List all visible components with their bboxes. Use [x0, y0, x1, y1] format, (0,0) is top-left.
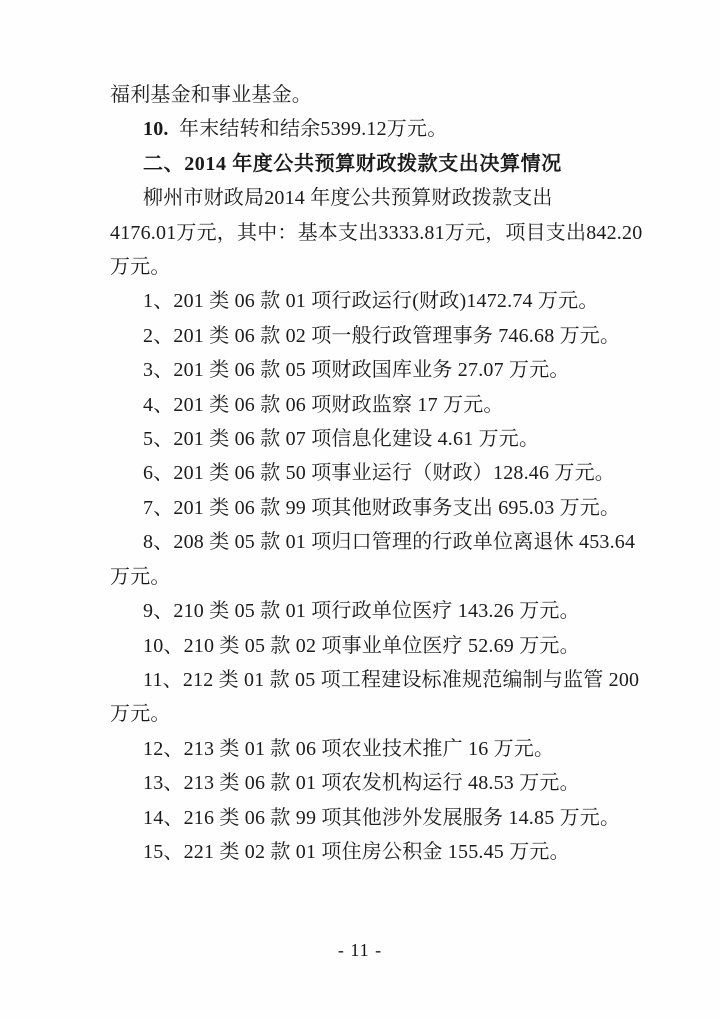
line-text: 7、201 类 06 款 99 项其他财政事务支出 695.03 万元。: [143, 496, 621, 519]
line-text: 13、213 类 06 款 01 项农发机构运行 48.53 万元。: [143, 772, 580, 795]
text-line: [143, 732, 655, 766]
text-line: [143, 525, 655, 559]
text-line: [143, 801, 655, 835]
text-line: [143, 835, 655, 869]
text-line: [143, 629, 655, 663]
text-line: [110, 250, 655, 284]
text-line: [143, 319, 655, 353]
document-body: [110, 78, 655, 869]
line-text: 二、2014 年度公共预算财政拨款支出决算情况: [143, 152, 562, 175]
line-text: 14、216 类 06 款 99 项其他涉外发展服务 14.85 万元。: [143, 806, 621, 829]
line-text: 11、212 类 01 款 05 项工程建设标准规范编制与监管 200: [143, 668, 640, 691]
text-line: [143, 594, 655, 628]
line-text: 9、210 类 05 款 01 项行政单位医疗 143.26 万元。: [143, 600, 580, 623]
line-text: 福利基金和事业基金。: [110, 84, 312, 106]
line-text: 万元。: [110, 565, 171, 588]
line-text: 15、221 类 02 款 01 项住房公积金 155.45 万元。: [143, 840, 570, 863]
text-line: [143, 491, 655, 525]
text-line: [143, 456, 655, 490]
line-text: 12、213 类 01 款 06 项农业技术推广 16 万元。: [143, 737, 555, 760]
page-number: - 11 -: [337, 940, 383, 960]
line-text: 2、201 类 06 款 02 项一般行政管理事务 746.68 万元。: [143, 324, 621, 347]
text-line: [110, 216, 655, 250]
line-text: 4、201 类 06 款 06 项财政监察 17 万元。: [143, 393, 504, 416]
line-text: 10、210 类 05 款 02 项事业单位医疗 52.69 万元。: [143, 634, 580, 657]
text-line: [143, 388, 655, 422]
line-text: 4176.01万元，其中：基本支出3333.81万元，项目支出842.20: [110, 221, 643, 244]
text-line: [143, 353, 655, 387]
line-text: 3、201 类 06 款 05 项财政国库业务 27.07 万元。: [143, 359, 570, 382]
text-line: [143, 112, 655, 146]
text-line: [143, 147, 655, 181]
text-line: [143, 663, 655, 697]
line-text: 6、201 类 06 款 50 项事业运行（财政）128.46 万元。: [143, 462, 615, 485]
line-text: 年末结转和结余5399.12万元。: [168, 118, 448, 141]
text-line: [143, 422, 655, 456]
line-text: 柳州市财政局2014 年度公共预算财政拨款支出: [143, 187, 553, 210]
text-line: [143, 181, 655, 215]
line-text: 万元。: [110, 703, 171, 726]
line-text: 8、208 类 05 款 01 项归口管理的行政单位离退休 453.64: [143, 531, 636, 554]
text-line: [110, 560, 655, 594]
line-text: 5、201 类 06 款 07 项信息化建设 4.61 万元。: [143, 428, 540, 451]
text-line: [143, 766, 655, 800]
line-bold-prefix: 10.: [143, 118, 169, 141]
text-line: [110, 697, 655, 731]
line-text: 1、201 类 06 款 01 项行政运行(财政)1472.74 万元。: [143, 290, 599, 313]
text-line: [143, 284, 655, 318]
line-text: 万元。: [110, 256, 171, 279]
text-line: [110, 78, 655, 112]
